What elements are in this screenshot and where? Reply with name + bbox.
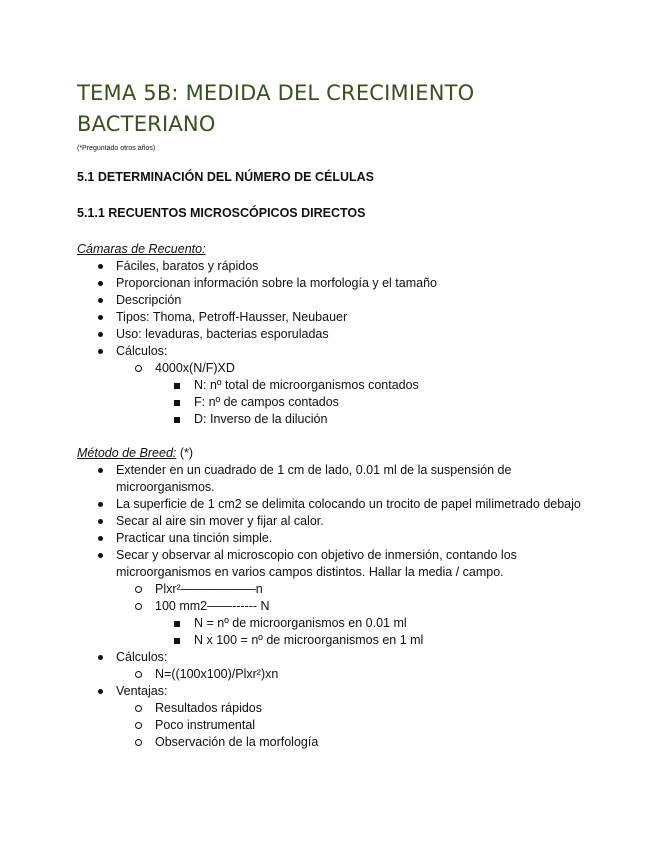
list-item: Tipos: Thoma, Petroff-Hausser, Neubauer bbox=[77, 309, 597, 326]
list-item: Plxr²——————n bbox=[116, 581, 597, 598]
list-item: Uso: levaduras, bacterias esporuladas bbox=[77, 326, 597, 343]
subheading-camaras-text: Cámaras de Recuento: bbox=[77, 242, 206, 256]
breed-calc-list bbox=[77, 649, 597, 666]
subheading-breed-text: Método de Breed: bbox=[77, 446, 177, 460]
document-page bbox=[77, 78, 597, 751]
subheading-breed bbox=[77, 445, 597, 462]
list-item: Fáciles, baratos y rápidos bbox=[77, 258, 597, 275]
breed-calc-formula-list bbox=[116, 666, 597, 683]
list-item: F: nº de campos contados bbox=[155, 394, 597, 411]
list-item: Cálculos: bbox=[77, 649, 597, 666]
list-item: 100 mm2——------ N bbox=[116, 598, 597, 615]
list-item bbox=[77, 343, 597, 360]
list-item: N: nº total de microorganismos contados bbox=[155, 377, 597, 394]
list-item: La superficie de 1 cm2 se delimita colocando un trocito de papel milimetrado debajo bbox=[77, 496, 597, 513]
section-heading-5-1: 5.1 DETERMINACIÓN DEL NÚMERO DE CÉLULAS bbox=[77, 170, 375, 184]
list-item: Resultados rápidos bbox=[116, 700, 597, 717]
list-item: Secar y observar al microscopio con objetivo de inmersión, contando los microorganismos en varios campos distintos. Hallar la media / campo. bbox=[77, 547, 597, 581]
document-title: TEMA 5B: MEDIDA DEL CRECIMIENTO BACTERIANO bbox=[77, 81, 475, 136]
list-item: Extender en un cuadrado de 1 cm de lado, 0.01 ml de la suspensión de microorganismos. bbox=[77, 462, 597, 496]
camaras-formula-list bbox=[116, 360, 597, 377]
list-item: N = nº de microorganismos en 0.01 ml bbox=[155, 615, 597, 632]
list-item: Observación de la morfología bbox=[116, 734, 597, 751]
list-item: Proporcionan información sobre la morfología y el tamaño bbox=[77, 275, 597, 292]
list-item: 4000x(N/F)XD bbox=[116, 360, 597, 377]
subheading-breed-suffix: (*) bbox=[176, 446, 194, 460]
list-item-label: Cálculos: bbox=[116, 344, 168, 358]
list-item: N=((100x100)/Plxr²)xn bbox=[116, 666, 597, 683]
list-item: Descripción bbox=[77, 292, 597, 309]
camaras-vars-list bbox=[155, 377, 597, 428]
list-item: Ventajas: bbox=[77, 683, 597, 700]
list-item: D: Inverso de la dilución bbox=[155, 411, 597, 428]
subheading-camaras bbox=[77, 241, 597, 258]
ventajas-items-list bbox=[116, 700, 597, 751]
breed-ventajas-list bbox=[77, 683, 597, 700]
breed-sub-list bbox=[116, 581, 597, 615]
breed-sub2-list bbox=[155, 615, 597, 649]
asked-note: (*Preguntado otros años) bbox=[77, 145, 156, 152]
list-item: Secar al aire sin mover y fijar al calor. bbox=[77, 513, 597, 530]
section-heading-5-1-1: 5.1.1 RECUENTOS MICROSCÓPICOS DIRECTOS bbox=[77, 206, 366, 220]
list-item: N x 100 = nº de microorganismos en 1 ml bbox=[155, 632, 597, 649]
list-item: Poco instrumental bbox=[116, 717, 597, 734]
breed-list bbox=[77, 462, 597, 581]
list-item: Practicar una tinción simple. bbox=[77, 530, 597, 547]
camaras-list bbox=[77, 258, 597, 360]
